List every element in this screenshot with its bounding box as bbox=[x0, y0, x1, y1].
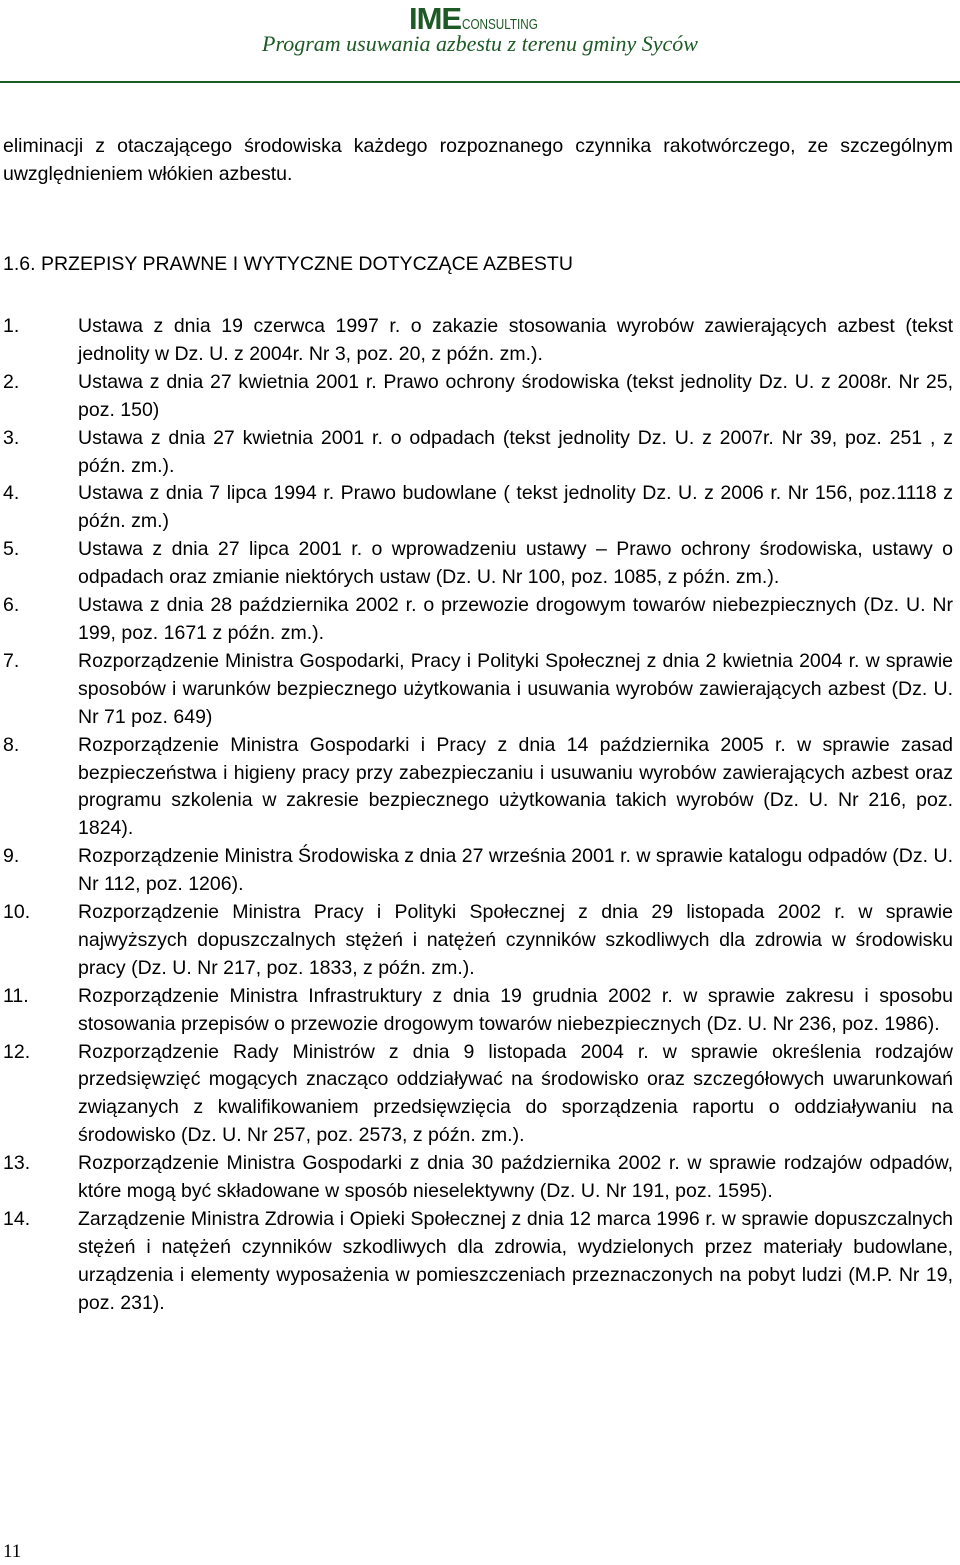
company-logo bbox=[409, 0, 559, 34]
item-number: 4. bbox=[3, 482, 20, 505]
logo-sub-text: CONSULTING bbox=[462, 16, 538, 33]
item-text: Rozporządzenie Ministra Gospodarki, Pracy i Polityki Społecznej z dnia 2 kwietnia 2004 r. w sprawie sposobów i warunków bezpiecznego użytkowania i usuwania wyrobów zawierających azbest (Dz. U. Nr 71 poz. 649) bbox=[78, 649, 953, 728]
item-number: 10. bbox=[3, 901, 31, 924]
item-text: Ustawa z dnia 19 czerwca 1997 r. o zakazie stosowania wyrobów zawierających azbest (tekst jednolity w Dz. U. z 2004r. Nr 3, poz. 20, z późn. zm.). bbox=[78, 315, 953, 365]
page-number: 11 bbox=[3, 1541, 22, 1562]
list-item bbox=[3, 899, 953, 983]
item-number: 7. bbox=[3, 649, 20, 672]
item-number: 3. bbox=[3, 426, 20, 449]
item-number: 11. bbox=[3, 984, 29, 1007]
item-text: Rozporządzenie Ministra Pracy i Polityki Społecznej z dnia 29 listopada 2002 r. w sprawie najwyższych dopuszczalnych stężeń i natężeń czynników szkodliwych dla zdrowia w środowisku pracy (Dz. U. Nr 217, poz. 1833, z późn. zm.). bbox=[78, 901, 953, 979]
item-text: Rozporządzenie Ministra Infrastruktury z dnia 19 grudnia 2002 r. w sprawie zakresu i sposobu stosowania przepisów o przewozie drogowym towarów niebezpiecznych (Dz. U. Nr 236, poz. 1986). bbox=[78, 984, 953, 1035]
item-text: Ustawa z dnia 27 lipca 2001 r. o wprowadzeniu ustawy – Prawo ochrony środowiska, ustawy o odpadach oraz zmianie niektórych ustaw (Dz. U. Nr 100, poz. 1085, z późn. zm.). bbox=[78, 538, 953, 589]
item-text: Ustawa z dnia 28 października 2002 r. o przewozie drogowym towarów niebezpiecznych (Dz. U. Nr 199, poz. 1671 z późn. zm.). bbox=[78, 594, 953, 644]
header-divider bbox=[0, 81, 960, 83]
item-text: Rozporządzenie Rady Ministrów z dnia 9 listopada 2004 r. w sprawie określenia rodzajów przedsięwzięć mogących znacząco oddziaływać na środowisko oraz szczegółowych uwarunkowań związanych z kwalifikowaniem przedsięwzięcia do sporządzenia raportu o oddziaływaniu na środowisko (Dz. U. Nr 257, poz. 2573, z późn. zm.). bbox=[78, 1040, 953, 1147]
list-item bbox=[3, 480, 953, 536]
list-item bbox=[3, 1039, 953, 1151]
item-number: 8. bbox=[3, 733, 20, 756]
list-item bbox=[3, 983, 953, 1039]
item-number: 9. bbox=[3, 845, 20, 868]
item-number: 13. bbox=[3, 1152, 31, 1175]
item-number: 1. bbox=[3, 315, 20, 337]
list-item bbox=[3, 425, 953, 481]
item-number: 12. bbox=[3, 1040, 31, 1063]
item-text: Zarządzenie Ministra Zdrowia i Opieki Społecznej z dnia 12 marca 1996 r. w sprawie dopuszczalnych stężeń i natężeń czynników szkodliwych dla zdrowia, wydzielonych przez materiały budowlane, urządzenia i elementy wyposażenia w pomieszczeniach przeznaczonych na pobyt ludzi (M.P. Nr 19, poz. 231). bbox=[78, 1208, 953, 1314]
list-item bbox=[3, 843, 953, 899]
item-text: Rozporządzenie Ministra Środowiska z dnia 27 września 2001 r. w sprawie katalogu odpadów (Dz. U. Nr 112, poz. 1206). bbox=[78, 845, 953, 896]
list-item bbox=[3, 732, 953, 844]
item-number: 6. bbox=[3, 594, 20, 617]
legislation-list bbox=[3, 313, 953, 1318]
intro-paragraph: eliminacji z otaczającego środowiska każdego rozpoznanego czynnika rakotwórczego, ze szczególnym uwzględnieniem włókien azbestu. bbox=[3, 135, 953, 185]
logo-main-text: IME bbox=[409, 1, 462, 36]
list-item bbox=[3, 313, 953, 369]
item-text: Rozporządzenie Ministra Gospodarki z dnia 30 października 2002 r. w sprawie rodzajów odpadów, które mogą być składowane w sposób nieselektywny (Dz. U. Nr 191, poz. 1595). bbox=[78, 1152, 953, 1203]
list-item bbox=[3, 1206, 953, 1318]
list-item bbox=[3, 1150, 953, 1206]
item-text: Ustawa z dnia 27 kwietnia 2001 r. o odpadach (tekst jednolity Dz. U. z 2007r. Nr 39, poz. 251 , z późn. zm.). bbox=[78, 426, 953, 477]
item-number: 2. bbox=[3, 370, 20, 393]
section-heading: 1.6. PRZEPISY PRAWNE I WYTYCZNE DOTYCZĄCE AZBESTU bbox=[3, 253, 573, 275]
list-item bbox=[3, 536, 953, 592]
item-text: Ustawa z dnia 7 lipca 1994 r. Prawo budowlane ( tekst jednolity Dz. U. z 2006 r. Nr 156, poz.1118 z późn. zm.) bbox=[78, 482, 953, 533]
list-item bbox=[3, 592, 953, 648]
list-item bbox=[3, 369, 953, 425]
document-subtitle: Program usuwania azbestu z terenu gminy Syców bbox=[262, 31, 698, 56]
item-number: 14. bbox=[3, 1208, 31, 1230]
item-text: Ustawa z dnia 27 kwietnia 2001 r. Prawo ochrony środowiska (tekst jednolity Dz. U. z 2008r. Nr 25, poz. 150) bbox=[78, 370, 953, 421]
item-text: Rozporządzenie Ministra Gospodarki i Pracy z dnia 14 października 2005 r. w sprawie zasad bezpieczeństwa i higieny pracy przy zabezpieczaniu i usuwaniu wyrobów zawierających azbest oraz programu szkolenia w zakresie bezpiecznego użytkowania takich wyrobów (Dz. U. Nr 216, poz. 1824). bbox=[78, 733, 953, 840]
list-item bbox=[3, 648, 953, 732]
item-number: 5. bbox=[3, 538, 20, 561]
page-header bbox=[0, 0, 960, 90]
